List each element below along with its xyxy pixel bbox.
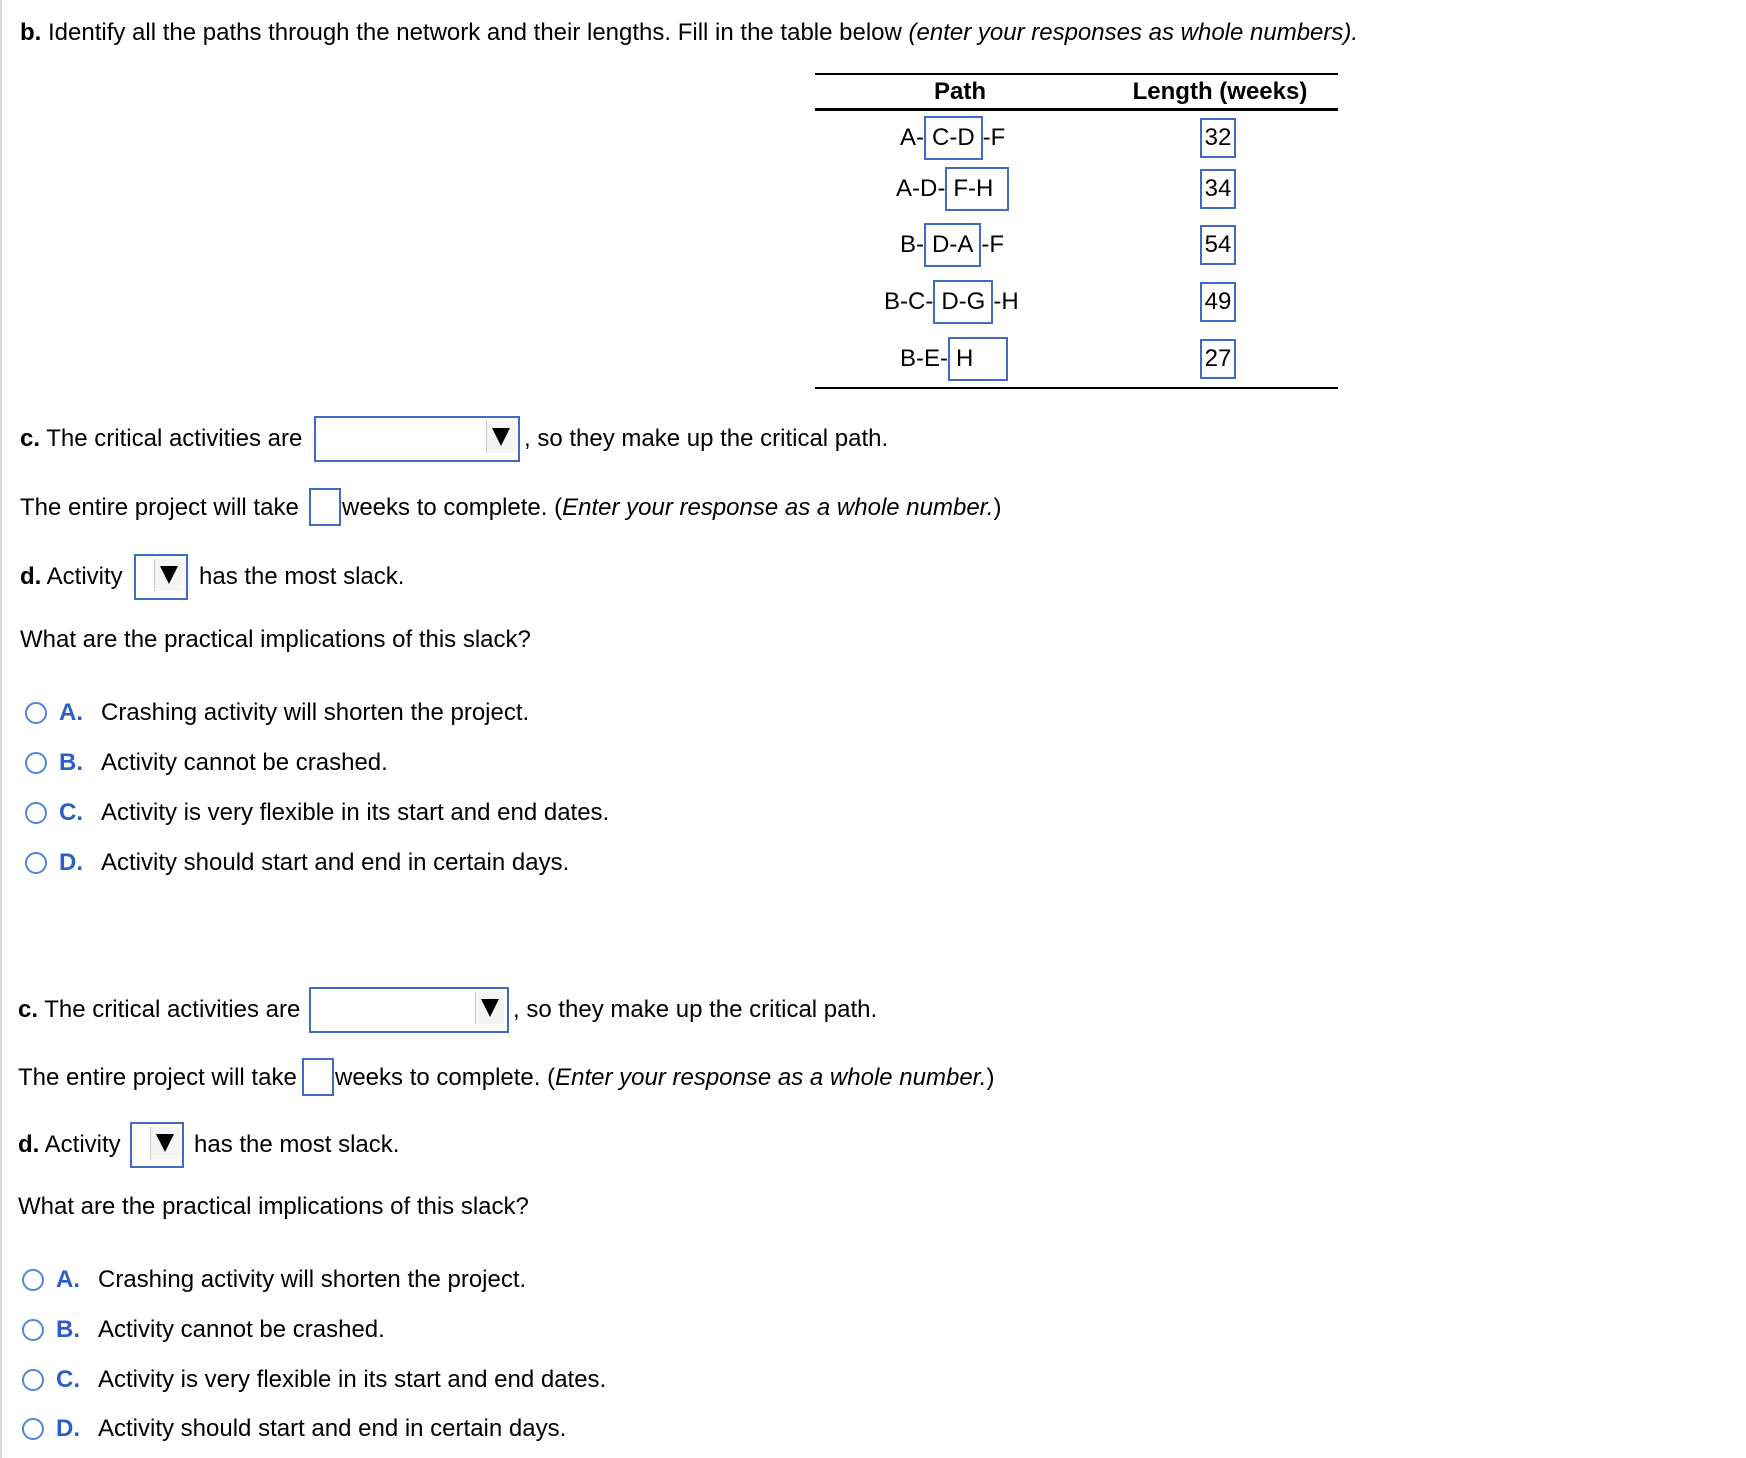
path-cell <box>884 280 1019 324</box>
critical-path-suffix: , so they make up the critical path. <box>524 425 889 452</box>
option-letter: B. <box>59 749 83 776</box>
most-slack-text: has the most slack. <box>199 563 405 590</box>
part-c-text: The critical activities are <box>38 996 301 1023</box>
project-duration-suffix <box>335 1063 994 1093</box>
option-letter: B. <box>56 1316 80 1343</box>
path-suffix: -F <box>981 231 1004 258</box>
project-duration-suffix <box>342 493 1001 523</box>
slack-activity-label <box>18 1130 121 1160</box>
weeks-text: weeks to complete. ( <box>342 494 563 521</box>
path-suffix: -H <box>993 288 1019 315</box>
option-letter: A. <box>59 699 83 726</box>
whole-number-hint: Enter your response as a whole number. <box>562 494 994 521</box>
length-input[interactable]: 54 <box>1200 225 1236 265</box>
path-prefix: B-E- <box>900 345 948 372</box>
radio-button[interactable] <box>25 852 47 874</box>
radio-button[interactable] <box>22 1418 44 1440</box>
slack-activity-select[interactable] <box>130 1122 184 1168</box>
path-input[interactable]: D-G <box>933 280 993 324</box>
project-duration-label: The entire project will take <box>20 494 299 521</box>
most-slack-text: has the most slack. <box>194 1131 400 1158</box>
project-weeks-input[interactable] <box>309 488 341 526</box>
option-letter: C. <box>56 1366 80 1393</box>
option-d[interactable] <box>25 848 569 878</box>
option-text: Crashing activity will shorten the project. <box>98 1266 527 1293</box>
radio-button[interactable] <box>22 1269 44 1291</box>
part-d-label: d. <box>20 563 42 590</box>
path-input[interactable]: F-H <box>945 167 1009 211</box>
part-b-label: b. <box>20 19 42 46</box>
part-b-instructions <box>20 18 1358 48</box>
project-duration-label: The entire project will take <box>18 1064 297 1091</box>
path-cell <box>900 223 1004 267</box>
part-c-label: c. <box>20 425 41 452</box>
option-letter: D. <box>56 1415 80 1442</box>
dropdown-arrow-icon <box>475 992 504 1024</box>
option-text: Activity cannot be crashed. <box>101 749 388 776</box>
option-text: Activity cannot be crashed. <box>98 1316 385 1343</box>
column-header-length: Length (weeks) <box>1132 78 1308 105</box>
close-paren: ) <box>986 1064 995 1091</box>
radio-button[interactable] <box>22 1319 44 1341</box>
length-input[interactable]: 34 <box>1200 169 1236 209</box>
critical-activities-select[interactable] <box>314 416 520 462</box>
part-c-text: The critical activities are <box>40 425 303 452</box>
part-b-text: Identify all the paths through the network and their lengths. Fill in the table below <box>41 19 909 46</box>
dropdown-arrow-icon <box>486 421 515 453</box>
slack-activity-label <box>20 562 123 592</box>
path-cell <box>896 167 1009 211</box>
option-letter: A. <box>56 1266 80 1293</box>
option-a[interactable] <box>22 1265 526 1295</box>
option-c[interactable] <box>22 1365 606 1395</box>
slack-activity-select[interactable] <box>134 554 188 600</box>
option-c[interactable] <box>25 798 609 828</box>
option-text: Activity should start and end in certain days. <box>98 1415 567 1442</box>
path-prefix: A- <box>900 124 924 151</box>
part-d-label: d. <box>18 1131 40 1158</box>
option-text: Activity is very flexible in its start and end dates. <box>98 1366 607 1393</box>
path-suffix: -F <box>982 124 1006 151</box>
part-b-italic: (enter your responses as whole numbers). <box>908 19 1359 46</box>
option-text: Activity is very flexible in its start and end dates. <box>101 799 610 826</box>
path-prefix: B-C- <box>884 288 934 315</box>
option-text: Crashing activity will shorten the project. <box>101 699 530 726</box>
part-d-text: Activity <box>41 563 123 590</box>
radio-button[interactable] <box>25 802 47 824</box>
close-paren: ) <box>993 494 1002 521</box>
implications-question: What are the practical implications of this slack? <box>18 1193 529 1220</box>
option-b[interactable] <box>25 748 388 778</box>
path-input[interactable]: D-A <box>924 223 981 267</box>
radio-button[interactable] <box>25 752 47 774</box>
path-prefix: A-D- <box>896 175 946 202</box>
weeks-text: weeks to complete. ( <box>335 1064 556 1091</box>
critical-activities-label <box>18 995 300 1025</box>
column-header-path: Path <box>933 78 986 105</box>
project-weeks-input[interactable] <box>302 1058 334 1096</box>
critical-activities-select[interactable] <box>309 987 509 1033</box>
length-input[interactable]: 49 <box>1200 282 1236 322</box>
dropdown-arrow-icon <box>150 1127 179 1159</box>
path-input[interactable]: C-D <box>924 116 983 160</box>
option-b[interactable] <box>22 1315 385 1345</box>
length-input[interactable]: 27 <box>1200 339 1236 379</box>
dropdown-arrow-icon <box>154 559 183 591</box>
critical-path-suffix: , so they make up the critical path. <box>513 996 878 1023</box>
path-prefix: B- <box>900 231 924 258</box>
option-letter: C. <box>59 799 83 826</box>
table-bottom-rule <box>815 387 1338 389</box>
part-c-label: c. <box>18 996 39 1023</box>
path-cell <box>900 337 1008 381</box>
option-a[interactable] <box>25 698 529 728</box>
whole-number-hint: Enter your response as a whole number. <box>555 1064 987 1091</box>
option-d[interactable] <box>22 1414 566 1444</box>
radio-button[interactable] <box>22 1369 44 1391</box>
critical-activities-label <box>20 424 302 454</box>
option-text: Activity should start and end in certain days. <box>101 849 570 876</box>
length-input[interactable]: 32 <box>1200 118 1236 158</box>
path-cell <box>900 116 1005 160</box>
left-border <box>0 0 2 1458</box>
table-header-rule <box>815 108 1338 111</box>
table-top-rule <box>815 73 1338 75</box>
part-d-text: Activity <box>39 1131 121 1158</box>
option-letter: D. <box>59 849 83 876</box>
path-input[interactable]: H <box>948 337 1008 381</box>
radio-button[interactable] <box>25 702 47 724</box>
implications-question: What are the practical implications of this slack? <box>20 626 531 653</box>
